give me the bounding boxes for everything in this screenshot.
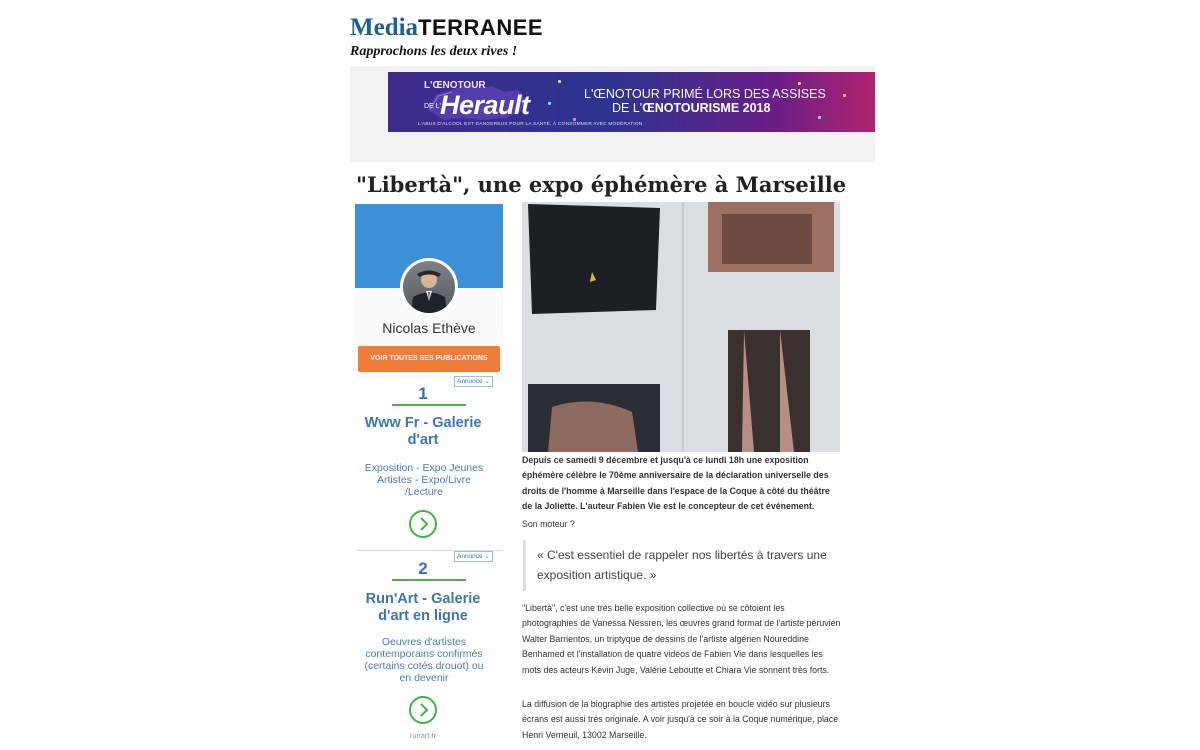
logo-terranee-text: TERRANEE xyxy=(418,15,544,40)
article-lead: Depuis ce samedi 9 décembre et jusqu'à ce lundi 18h une exposition éphémère célèbre le 70ème anniversaire de la déclaration universelle des droits de l'homme à Marseille dans l'espace de la Coque à côté du théâtre de la Joliette. L'auteur Fabien Vie est le concepteur de cet événement. xyxy=(522,455,830,512)
ad-badge-label: Annonce xyxy=(457,378,483,385)
article-paragraph: La diffusion de la biographie des artistes projetée en boucle vidéo sur plusieurs écrans est aussi très originale. A voir jusqu'à ce soir à la Coque numérique, place Henri Verneuil, 13002 Marseille. xyxy=(522,699,839,740)
confetti-decoration xyxy=(798,82,801,85)
chevron-right-icon xyxy=(411,698,435,722)
article-question: Son moteur ? xyxy=(522,519,575,529)
article-title: "Libertà", une expo éphémère à Marseille xyxy=(356,172,847,197)
ad-number: 1 xyxy=(418,384,428,403)
article-paragraph: "Libertà", c'est une très belle exposition collective où se côtoient les photographies de Vanessa Nessren, les œuvres grand format de l'artiste péruvien Walter Barrientos, un triptyque de dessins de l'artiste algérien Noureddine Benhamed et l'installation de quatre vidéos de Fabien Vie dans lesquelles les mots des acteurs Kévin Juge, Valérie Leboutte et Chiara Vie sonnent très forts. xyxy=(522,603,841,675)
avatar-photo xyxy=(403,261,455,313)
site-tagline: Rapprochons les deux rives ! xyxy=(350,44,518,59)
ad-badge-label: Annonce xyxy=(457,553,483,560)
author-name[interactable]: Nicolas Ethève xyxy=(382,320,476,336)
banner-headline-2-bold: ŒNOTOURISME 2018 xyxy=(642,101,771,115)
ad-title-link[interactable]: Run'Art - Galerie d'art en ligne xyxy=(365,591,481,624)
ad-divider xyxy=(392,579,466,581)
banner-brand-main: Herault xyxy=(440,90,530,120)
confetti-decoration xyxy=(558,80,561,83)
ad-open-button[interactable] xyxy=(409,510,437,538)
advertising-banner[interactable] xyxy=(388,72,875,132)
site-logo[interactable] xyxy=(350,14,543,42)
confetti-decoration xyxy=(548,102,551,105)
confetti-decoration xyxy=(843,94,846,97)
confetti-decoration xyxy=(818,116,821,119)
exhibition-photo-image xyxy=(522,202,840,452)
quote-text: « C'est essentiel de rappeler nos libertés à travers une exposition artistique. » xyxy=(537,548,827,582)
ad-title-link[interactable]: Www Fr - Galerie d'art xyxy=(364,415,482,448)
ad-description: Oeuvres d'artistes contemporains confirmés (certains cotés drouot) ou en devenir xyxy=(364,636,484,684)
chevron-right-icon xyxy=(411,512,435,536)
logo-media-text: Media xyxy=(350,14,419,41)
banner-brand-top: L'ŒNOTOUR xyxy=(424,80,486,91)
banner-headline-2 xyxy=(612,101,770,115)
ad-source-url[interactable]: runart.fr xyxy=(409,731,437,740)
banner-headline-1: L'ŒNOTOUR PRIMÉ LORS DES ASSISES xyxy=(584,87,826,101)
article-photo xyxy=(522,202,840,452)
chevron-down-icon: ⌄ xyxy=(484,378,490,385)
ad-number: 2 xyxy=(418,559,428,578)
avatar[interactable] xyxy=(400,258,458,316)
confetti-decoration xyxy=(573,118,576,121)
avatar-person-icon xyxy=(403,261,455,313)
chevron-down-icon: ⌄ xyxy=(484,553,490,560)
banner-fine-print: L'ABUS D'ALCOOL EST DANGEREUX POUR LA SANTÉ, À CONSOMMER AVEC MODÉRATION xyxy=(418,122,643,127)
ad-divider xyxy=(392,404,466,406)
ad-description: Exposition - Expo Jeunes Artistes - Expo/Livre /Lecture xyxy=(364,462,484,498)
view-publications-button[interactable]: VOIR TOUTES SES PUBLICATIONS xyxy=(358,346,500,372)
ad-open-button[interactable] xyxy=(409,696,437,724)
banner-headline-2-prefix: DE L' xyxy=(612,101,643,115)
banner-brand-de: DE L' xyxy=(424,103,441,110)
